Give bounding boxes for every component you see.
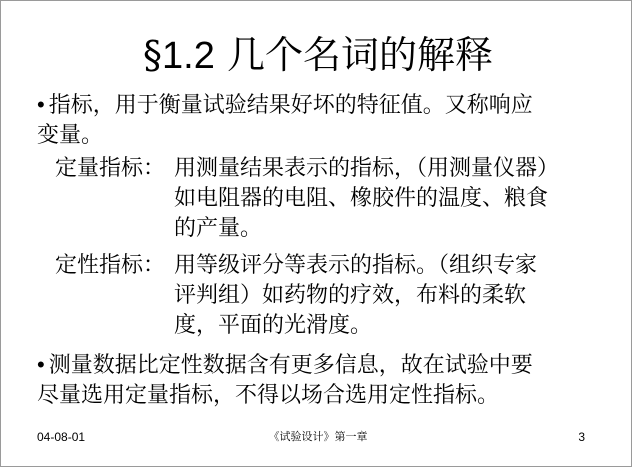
bullet2-line1 — [37, 350, 607, 381]
bullet2-text-line1: 测量数据比定性数据含有更多信息，故在试验中要 — [48, 353, 533, 378]
slide-title — [1, 32, 634, 79]
definition-line: 用测量结果表示的指标，（用测量仪器） — [174, 156, 560, 181]
bullet1-text-line1: 指标，用于衡量试验结果好坏的特征值。又称响应 — [48, 93, 533, 118]
bullet-measurement-advice — [37, 350, 607, 411]
bullet2-text-line2: 尽量选用定量指标，不得以场合选用定性指标。 — [37, 383, 500, 408]
definition-line: 评判组）如药物的疗效，布料的柔软 — [174, 283, 527, 308]
title-text: 几个名词的解释 — [214, 33, 493, 77]
definition-term: 定性指标： — [55, 253, 166, 278]
section-sign: § — [143, 33, 163, 77]
definition-body — [174, 251, 594, 341]
definition-line: 如电阻器的电阻、橡胶件的温度、粮食 — [174, 186, 549, 211]
bullet1-line1 — [37, 90, 607, 121]
bullet-marker: • — [37, 92, 45, 117]
definition-body — [174, 154, 594, 244]
definition-line: 度，平面的光滑度。 — [174, 313, 373, 338]
footer-date: 04-08-01 — [37, 430, 86, 444]
footer-course-title: 《试验设计》第一章 — [268, 430, 368, 443]
section-number: 1.2 — [162, 35, 215, 77]
bullet-marker: • — [37, 352, 45, 377]
definition-line: 的产量。 — [174, 216, 263, 241]
bullet-indicator-definition — [37, 90, 607, 151]
bullet1-text-line2: 变量。 — [37, 123, 104, 148]
footer-page-number: 3 — [578, 430, 585, 444]
definition-line: 用等级评分等表示的指标。（组织专家 — [174, 253, 538, 278]
definition-term: 定量指标： — [55, 156, 166, 181]
